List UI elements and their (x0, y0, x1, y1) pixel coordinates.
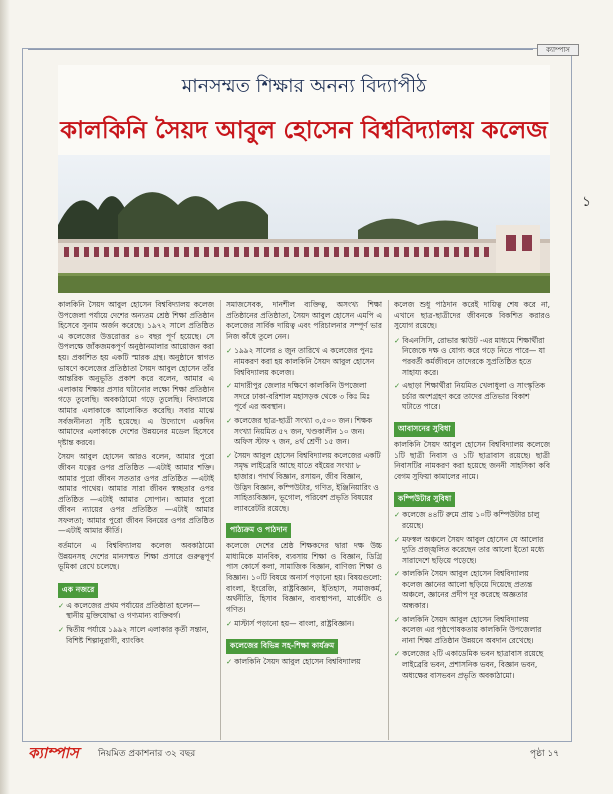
bullet-item (394, 649, 550, 681)
bullet-text: সৈয়দ আবুল হোসেন বিশ্ববিদ্যালয় কলেজের একটি সমৃদ্ধ লাইব্রেরি আছে যাতে বইয়ের সংখ্যা ৮ হাজার। পদার্থ বিজ্ঞান, রসায়ন, জীব বিজ্ঞান, উদ্ভিদ বিজ্ঞান, কম্পিউটার, গণিত, ইঞ্জিনিয়ারিং ও সাহিত্যবিজ্ঞান, ভূগোল, পরিবেশ প্রভৃতি বিষয়ের ল্যাবরেটরি রয়েছে। (234, 450, 381, 513)
article-body (58, 300, 550, 740)
column-paragraph: বর্তমানে এ বিশ্ববিদ্যালয় কলেজ অবকাঠামো উন্নয়নসহ দেশের মানসম্মত শিক্ষা প্রসারে গুরুত্বপূর্ণ ভূমিকা রেখে চলেছে। (58, 541, 214, 572)
bullet-text: কালকিনি সৈয়দ আবুল হোসেন বিশ্ববিদ্যালয় কলেজ এর পৃষ্ঠপোষকতায় কালকিনি উপজেলার নানা শিক্ষা প্রতিষ্ঠান উন্নয়নে অবদান রেখেছে। (402, 614, 542, 645)
check-icon: ✓ (226, 346, 233, 356)
column-divider (220, 300, 221, 740)
side-number: ১ (582, 194, 592, 210)
check-icon: ✓ (226, 381, 233, 391)
check-icon: ✓ (226, 415, 233, 425)
check-icon: ✓ (394, 534, 401, 544)
bullet-item (394, 535, 550, 567)
check-icon: ✓ (394, 649, 401, 659)
bullet-item (394, 381, 550, 413)
subheading-computer: কম্পিউটার সুবিধা (394, 492, 455, 507)
bullet-text: মাস্টার্স পড়ানো হয়— বাংলা, রাষ্ট্রবিজ্ঞান। (234, 619, 355, 629)
bullet-text: কলেজের ২টি একাডেমিক ভবন ছাত্রাবাস রয়েছে লাইব্রেরি ভবন, প্রশাসনিক ভবন, বিজ্ঞান ভবন, অধ্যক্ষের বাসভবন প্রভৃতি অবকাঠামো। (402, 649, 544, 680)
column-3 (394, 300, 550, 740)
bullet-text: ১৯৯২ সালের ৪ জুন তারিখে এ কলেজের পুনঃ নামকরণ করা হয় কালকিনি সৈয়দ আবুল হোসেন বিশ্ববিদ্যালয় কলেজ। (234, 346, 375, 377)
bullet-text: কলেজের ছাত্র-ছাত্রী সংখ্যা ৩,৫০০ জন। শিক্ষক সংখ্যা নিয়মিত ৫৭ জন, খণ্ডকালীন ১০ জন। অফিস স্টাফ ৭ জন, ৪র্থ শ্রেণী ১৫ জন। (234, 415, 373, 447)
column-paragraph: কলেজ শুধু পাঠদান করেই দায়িত্ব শেষ করে না, এখানে ছাত্র-ছাত্রীদের জীবনকে বিকশিত করারও সুযোগ রয়েছে। (394, 300, 550, 331)
bullet-text: কালকিনি সৈয়দ আবুল হোসেন বিশ্ববিদ্যালয় কলেজ জ্ঞানের আলো ছড়িয়ে দিয়েছে প্রত্যন্ত অঞ্চলে, জ্ঞানের প্রদীপ দূর করেছে অজ্ঞতার অন্ধকার। (402, 569, 533, 611)
check-icon: ✓ (226, 619, 233, 629)
check-icon: ✓ (394, 510, 401, 520)
column-paragraph: কালকিনি সৈয়দ আবুল হোসেন বিশ্ববিদ্যালয় কলেজে ১টি ছাত্রী নিবাস ও ১টি ছাত্রাবাস রয়েছে। ছাত্রী নিবাসটির নামকরণ করা হয়েছে জননী সাহসিকা কবি বেগম সুফিয়া কামালের নামে। (394, 439, 550, 481)
bullet-text: কালকিনি সৈয়দ আবুল হোসেন বিশ্ববিদ্যালয় (234, 657, 361, 667)
bullet-item (226, 619, 382, 630)
check-icon: ✓ (394, 569, 401, 579)
bullet-item (394, 510, 550, 531)
bullet-text: দ্বিতীয় পর্যায়ে ১৯৯২ সালে এলাকার কৃতী সন্তান, বিশিষ্ট শিল্পানুরাগী, ব্যাংকিং (66, 625, 209, 645)
column-paragraph: কলেজে দেশের শ্রেষ্ঠ শিক্ষকদের দ্বারা দক্ষ উচ্চ মাধ্যমিকে মানবিক, ব্যবসায় শিক্ষা ও বিজ্ঞান, ডিগ্রি পাস কোর্সে কলা, সামাজিক বিজ্ঞান, বাণিজ্য শিক্ষা ও বিজ্ঞান। ১০টি বিষয়ে অনার্স পড়ানো হয়। বিষয়গুলো: বাংলা, ইংরেজি, রাষ্ট্রবিজ্ঞান, ইতিহাস, সমাজকর্ম, অর্থনীতি, হিসাব বিজ্ঞান, ব্যবস্থাপনা, মার্কেটিং ও গণিত। (226, 541, 382, 614)
brand-logo-text: ক্যাম্পাস (28, 744, 79, 762)
bullet-item (58, 625, 214, 646)
bullet-item (394, 569, 550, 611)
column-divider (388, 300, 389, 740)
kicker-heading: মানসম্মত শিক্ষার অনন্য বিদ্যাপীঠ (181, 75, 427, 97)
bullet-text: এছাড়া শিক্ষার্থীরা নিয়মিত খেলাধুলা ও সাংস্কৃতিক চর্চার অংশগ্রহণ করে তাদের প্রতিভার বিকাশ ঘটাতে পারে। (402, 381, 546, 412)
page-footer (22, 742, 572, 762)
bullet-item (226, 346, 382, 378)
bullet-item (226, 451, 382, 515)
subheading-glance: এক নজরে (58, 583, 98, 598)
subheading-cocurricular: কলেজের বিভিন্ন সহ-শিক্ষা কার্যক্রম (226, 639, 338, 654)
column-paragraph: কালকিনি সৈয়দ আবুল হোসেন বিশ্ববিদ্যালয় কলেজ উপজেলা পর্যায়ে দেশের অন্যতম শ্রেষ্ঠ শিক্ষা প্রতিষ্ঠান হিসেবে সুনাম অর্জন করেছে। ১৯৭২ সালে প্রতিষ্ঠিত এ কলেজের উত্তরোত্তর ৪০ বছর পূর্ণ হয়েছে। সে উপলক্ষে জাঁকজমকপূর্ণ অনুষ্ঠানমালার আয়োজন করা হয়। প্রকাশিত হয় একটি স্মারক গ্রন্থ। অনুষ্ঠানে স্বাগত ভাষণে কলেজের প্রতিষ্ঠাতা সৈয়দ আবুল হোসেন তাঁর আন্তরিক অনুভূতি প্রকাশ করে বলেন, আমার এ এলাকায় শিক্ষার প্রসার ঘটানোর লক্ষ্যে শিক্ষা প্রতিষ্ঠান গড়ে তুলেছি। অবকাঠামো গড়ে তুলেছি। বিদ্যালয়ে আমার এলাকাকে আলোকিত করেছি। সবার মাঝে সর্বজনীনতা সৃষ্টি হয়েছে। এ উদ্যোগে একদিন আমাদের এলাকাকে দেশের উন্নয়নের মডেল হিসেবে দৃষ্টান্ত করবে। (58, 300, 214, 447)
bullet-item (226, 657, 382, 668)
bullet-item (394, 336, 550, 378)
column-paragraph: সমাজসেবক, দানশীল ব্যক্তিত্ব, অসংখ্য শিক্ষা প্রতিষ্ঠানের প্রতিষ্ঠাতা, সৈয়দ আবুল হোসেন এমপি এ কলেজের সার্বিক দায়িত্ব এবং পরিচালনার সম্পূর্ণ ভার নিজ কাঁধে তুলে নেন। (226, 300, 382, 341)
page-number: পৃষ্ঠা ১৭ (530, 749, 560, 759)
column-1 (58, 300, 214, 740)
bullet-item (226, 416, 382, 448)
building-illustration (58, 155, 550, 293)
bullet-text: এ কলেজের প্রথম পর্যায়ের প্রতিষ্ঠাতা হলেন—স্থানীয় মুক্তিযোদ্ধা ও গণ্যমান্য ব্যক্তিবর্গ। (66, 600, 201, 621)
column-2 (226, 300, 382, 740)
bullet-item (58, 601, 214, 622)
check-icon: ✓ (394, 614, 401, 624)
section-tag: ক্যাম্পাস (537, 44, 579, 56)
bullet-item (226, 381, 382, 413)
bullet-text: বিএনসিসি, রোভার স্কাউট -এর মাধ্যমে শিক্ষার্থীরা নিজেকে দক্ষ ও যোগ্য করে গড়ে নিতে পারে— যা পরবর্তী কর্মজীবনে তাদেরকে সুপ্রতিষ্ঠিত হতে সাহায্য করে। (402, 335, 546, 377)
subheading-curriculum: পাঠ্যক্রম ও পাঠদান (226, 523, 291, 538)
bullet-text: মফস্বল অঞ্চলে সৈয়দ আবুল হোসেন যে আলোর দ্যুতি প্রজ্জ্বলিত করেছেন তার আলো ইতো মধ্যে সারাদেশে ছড়িয়ে পড়েছে। (402, 534, 545, 565)
check-icon: ✓ (58, 625, 65, 635)
check-icon: ✓ (58, 600, 65, 610)
subheading-housing: আবাসনের সুবিধা (394, 422, 455, 437)
bullet-item (394, 615, 550, 647)
check-icon: ✓ (394, 381, 401, 391)
brand-tagline: নিয়মিত প্রকাশনার ৩২ বছর (98, 749, 196, 759)
check-icon: ✓ (226, 450, 233, 460)
column-paragraph: সৈয়দ আবুল হোসেন আরও বলেন, আমার পুরো জীবন যত্নের ওপর প্রতিষ্ঠিত —এটাই আমার শক্তি। আমার পুরো জীবন সততার ওপর প্রতিষ্ঠিত —এটাই আমার পাথেয়। আমার সারা জীবন স্বচ্ছতার ওপর প্রতিষ্ঠিত —এটাই আমার সোপান। আমার পুরো জীবন ন্যায়ের ওপর প্রতিষ্ঠিত —এটাই আমার সফলতা; আমার পুরো জীবন বিনয়ের ওপর প্রতিষ্ঠিত —এটাই আমার কীর্তি। (58, 452, 214, 536)
article-title: কালকিনি সৈয়দ আবুল হোসেন বিশ্ববিদ্যালয় কলেজ (60, 115, 548, 144)
top-rule (28, 49, 533, 50)
bullet-text: মাদারীপুর জেলার দক্ষিণে কালকিনি উপজেলা সদরে ঢাকা-বরিশাল মহাসড়ক থেকে ৩ কিঃ মিঃ পূর্বে এর অবস্থান। (234, 381, 371, 412)
check-icon: ✓ (394, 335, 401, 345)
check-icon: ✓ (226, 657, 233, 667)
college-building-photo (58, 155, 550, 293)
bullet-text: কলেজে ৪৪টি রুমে প্রায় ১০টি কম্পিউটার চালু রয়েছে। (402, 510, 540, 530)
page-edge-shadow (0, 0, 10, 794)
